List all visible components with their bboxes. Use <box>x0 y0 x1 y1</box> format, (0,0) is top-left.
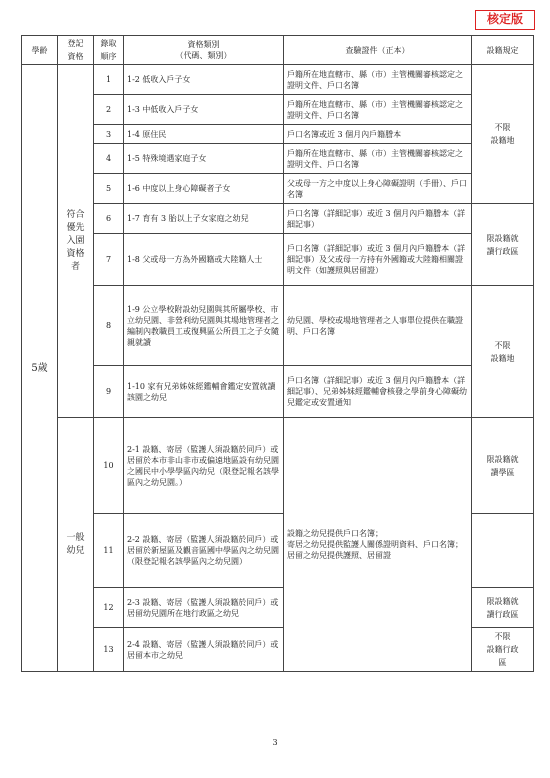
order-number: 12 <box>94 588 124 628</box>
header-order: 錄取 順序 <box>94 36 124 65</box>
table-row <box>22 174 534 204</box>
order-number: 2 <box>94 95 124 125</box>
order-number: 11 <box>94 514 124 588</box>
header-category: 資格類別 （代碼、類別） <box>124 36 284 65</box>
table-header-row <box>22 36 534 65</box>
admission-criteria-table <box>21 35 534 672</box>
table-row <box>22 234 534 286</box>
table-row <box>22 144 534 174</box>
doc-text: 戶籍所在地直轄市、縣（市）主管機關審核認定之證明文件、戶口名簿 <box>284 95 472 125</box>
order-number: 6 <box>94 204 124 234</box>
group-priority: 符合 優先 入園 資格 者 <box>58 65 94 418</box>
category-text: 1-7 育有 3 胎以上子女家庭之幼兒 <box>124 204 284 234</box>
category-text: 2-2 設籍、寄居（監護人須設籍於同戶）或居留於新屋區及觀音區國中學區內之幼兒園（限登記報名該學區內之幼兒園） <box>124 514 284 588</box>
header-rule: 設籍規定 <box>472 36 534 65</box>
doc-text: 戶口名簿（詳細記事）或近 3 個月內戶籍謄本（詳細記事） <box>284 204 472 234</box>
category-text: 1-4 原住民 <box>124 125 284 144</box>
doc-text: 戶籍所在地直轄市、縣（市）主管機關審核認定之證明文件、戶口名簿 <box>284 65 472 95</box>
group-general: 一般 幼兒 <box>58 418 94 672</box>
order-number: 4 <box>94 144 124 174</box>
rule-cell: 不限 設籍地 <box>472 65 534 204</box>
age-cell: 5歲 <box>22 65 58 672</box>
rule-cell: 不限 設籍行政 區 <box>472 628 534 672</box>
table-row <box>22 418 534 514</box>
table-row <box>22 204 534 234</box>
order-number: 7 <box>94 234 124 286</box>
page-number: 3 <box>272 738 278 747</box>
category-text: 1-3 中低收入戶子女 <box>124 95 284 125</box>
category-text: 2-4 設籍、寄居（監護人須設籍於同戶）或居留本市之幼兒 <box>124 628 284 672</box>
category-text: 1-6 中度以上身心障礙者子女 <box>124 174 284 204</box>
category-text: 2-1 設籍、寄居（監護人須設籍於同戶）或居留於本市非山非市或偏遠地區設有幼兒園之國民中小學學區內幼兒（限登記報名該學區內之幼兒園。） <box>124 418 284 514</box>
rule-cell-empty <box>472 514 534 588</box>
rule-cell: 不限 設籍地 <box>472 286 534 418</box>
order-number: 5 <box>94 174 124 204</box>
category-text: 1-5 特殊境遇家庭子女 <box>124 144 284 174</box>
order-number: 10 <box>94 418 124 514</box>
order-number: 3 <box>94 125 124 144</box>
doc-text: 父或母一方之中度以上身心障礙證明（手冊）、戶口名簿 <box>284 174 472 204</box>
rule-cell: 限設籍就 讀學區 <box>472 418 534 514</box>
table-row <box>22 366 534 418</box>
table-row <box>22 95 534 125</box>
category-text: 1-10 家有兄弟姊妹經鑑輔會鑑定安置就讀該園之幼兒 <box>124 366 284 418</box>
doc-text: 戶口名簿（詳細記事）或近 3 個月內戶籍謄本（詳細記事）及父或母一方持有外國籍或大陸籍相關證明文件（如護照與居留證） <box>284 234 472 286</box>
table-row <box>22 286 534 366</box>
table-row <box>22 125 534 144</box>
header-docs: 查驗證件（正本） <box>284 36 472 65</box>
header-age: 學齡 <box>22 36 58 65</box>
category-text: 1-2 低收入戶子女 <box>124 65 284 95</box>
order-number: 13 <box>94 628 124 672</box>
order-number: 1 <box>94 65 124 95</box>
category-text: 2-3 設籍、寄居（監護人須設籍於同戶）或居留幼兒園所在地行政區之幼兒 <box>124 588 284 628</box>
rule-cell: 限設籍就 讀行政區 <box>472 204 534 286</box>
rule-cell: 限設籍就 讀行政區 <box>472 588 534 628</box>
approved-version-stamp: 核定版 <box>475 10 535 30</box>
table-row <box>22 65 534 95</box>
category-text: 1-9 公立學校附設幼兒園與其所屬學校、市立幼兒園、非營利幼兒園與其場地管理者之編制內教職員工或復興區公所員工之子女隨親就讀 <box>124 286 284 366</box>
doc-text: 戶口名簿（詳細記事）或近 3 個月內戶籍謄本（詳細記事）、兄弟姊妹經鑑輔會核發之學前身心障礙幼兒鑑定或安置通知 <box>284 366 472 418</box>
general-doc-text: 設籍之幼兒提供戶口名簿； 寄居之幼兒提供監護人關係證明資料、戶口名簿； 居留之幼兒提供護照、居留證 <box>284 418 472 672</box>
doc-text: 戶籍所在地直轄市、縣（市）主管機關審核認定之證明文件、戶口名簿 <box>284 144 472 174</box>
order-number: 8 <box>94 286 124 366</box>
category-text: 1-8 父或母一方為外國籍或大陸籍人士 <box>124 234 284 286</box>
header-reg: 登記 資格 <box>58 36 94 65</box>
doc-text: 戶口名簿或近 3 個月內戶籍謄本 <box>284 125 472 144</box>
order-number: 9 <box>94 366 124 418</box>
doc-text: 幼兒園、學校或場地管理者之人事單位提供在職證明、戶口名簿 <box>284 286 472 366</box>
